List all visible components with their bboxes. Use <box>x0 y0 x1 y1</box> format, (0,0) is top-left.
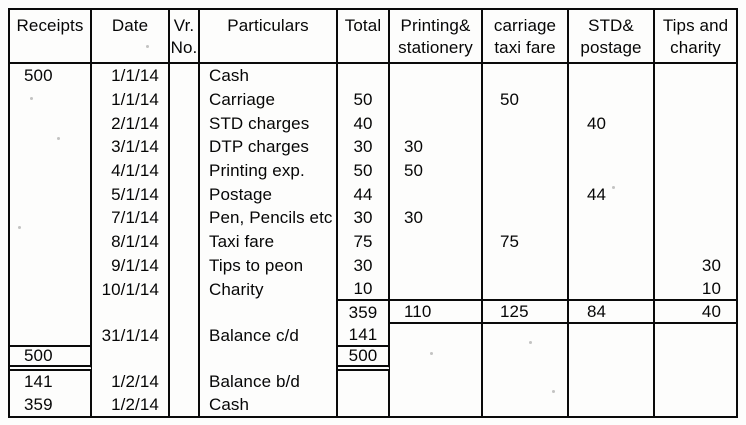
cell-total: 50 <box>338 159 390 183</box>
table-row <box>10 254 736 278</box>
cell-particulars: Balance b/d <box>200 371 338 393</box>
header-date-line1: Date <box>111 16 149 35</box>
cell-receipts <box>10 230 92 254</box>
cell-particulars: Charity <box>200 277 338 301</box>
cell-vr-no <box>170 206 200 230</box>
cell-printing-stationery <box>390 324 483 347</box>
cell-carriage-taxi-fare <box>483 393 569 416</box>
cell-vr-no <box>170 324 200 347</box>
cell-vr-no <box>170 230 200 254</box>
table-row <box>10 64 736 88</box>
cell-receipts: 500 <box>10 64 92 88</box>
cell-date <box>92 347 170 371</box>
cell-printing-stationery: 30 <box>390 135 483 159</box>
cell-vr-no <box>170 88 200 112</box>
cell-total <box>338 393 390 416</box>
header-printing-stationery-line1: Printing& <box>400 16 471 35</box>
cell-std-postage <box>569 254 655 278</box>
cell-std-postage <box>569 277 655 301</box>
cell-tips-charity <box>655 324 736 347</box>
header-receipts-line1: Receipts <box>16 16 84 35</box>
cell-vr-no <box>170 393 200 416</box>
header-tips-charity <box>655 10 736 64</box>
table-row <box>10 135 736 159</box>
header-carriage-taxi-fare-line1: carriage <box>493 16 557 35</box>
header-std-postage-line1: STD& <box>588 16 634 35</box>
cell-tips-charity <box>655 230 736 254</box>
table-row <box>10 182 736 206</box>
scan-noise-dot <box>57 137 60 140</box>
cell-printing-stationery <box>390 111 483 135</box>
cell-carriage-taxi-fare <box>483 347 569 371</box>
cell-particulars: Postage <box>200 182 338 206</box>
cell-carriage-taxi-fare: 125 <box>483 301 569 324</box>
cell-carriage-taxi-fare <box>483 206 569 230</box>
cell-receipts <box>10 159 92 183</box>
cell-date: 1/1/14 <box>92 64 170 88</box>
cell-carriage-taxi-fare: 75 <box>483 230 569 254</box>
scan-noise-dot <box>529 341 532 344</box>
header-tips-charity-line2: charity <box>670 38 721 57</box>
petty-cash-book-table <box>8 8 738 418</box>
cell-std-postage <box>569 393 655 416</box>
cell-printing-stationery: 30 <box>390 206 483 230</box>
cell-receipts <box>10 135 92 159</box>
header-particulars <box>200 10 338 64</box>
cell-date: 1/2/14 <box>92 371 170 393</box>
cell-tips-charity: 10 <box>655 277 736 301</box>
cell-date: 2/1/14 <box>92 111 170 135</box>
cell-vr-no <box>170 135 200 159</box>
cell-std-postage <box>569 230 655 254</box>
header-carriage-taxi-fare-line2: taxi fare <box>494 38 556 57</box>
cell-vr-no <box>170 301 200 324</box>
cell-std-postage <box>569 347 655 371</box>
cell-tips-charity <box>655 206 736 230</box>
cell-particulars: Tips to peon <box>200 254 338 278</box>
cell-date: 4/1/14 <box>92 159 170 183</box>
cell-std-postage <box>569 135 655 159</box>
scan-noise-dot <box>18 226 21 229</box>
cell-vr-no <box>170 254 200 278</box>
header-vr-no <box>170 10 200 64</box>
cell-vr-no <box>170 159 200 183</box>
cell-total: 50 <box>338 88 390 112</box>
cell-carriage-taxi-fare <box>483 277 569 301</box>
cell-date: 9/1/14 <box>92 254 170 278</box>
cell-std-postage: 40 <box>569 111 655 135</box>
reopening-cash-row <box>10 393 736 416</box>
cell-total: 30 <box>338 206 390 230</box>
cell-std-postage: 84 <box>569 301 655 324</box>
table-row <box>10 159 736 183</box>
cell-tips-charity <box>655 135 736 159</box>
cell-total: 75 <box>338 230 390 254</box>
cell-std-postage <box>569 64 655 88</box>
cell-printing-stationery: 110 <box>390 301 483 324</box>
cell-particulars: Printing exp. <box>200 159 338 183</box>
cell-particulars: Pen, Pencils etc <box>200 206 338 230</box>
scan-noise-dot <box>146 45 149 48</box>
cell-printing-stationery <box>390 277 483 301</box>
cell-vr-no <box>170 277 200 301</box>
cell-total: 30 <box>338 254 390 278</box>
cell-particulars: Carriage <box>200 88 338 112</box>
header-std-postage-line2: postage <box>580 38 642 57</box>
table-row <box>10 111 736 135</box>
cell-vr-no <box>170 64 200 88</box>
header-tips-charity-line1: Tips and <box>662 16 729 35</box>
cell-tips-charity <box>655 64 736 88</box>
cell-std-postage <box>569 159 655 183</box>
cell-total: 40 <box>338 111 390 135</box>
totals-row <box>10 301 736 324</box>
cell-particulars: Balance c/d <box>200 324 338 347</box>
cell-carriage-taxi-fare <box>483 182 569 206</box>
cell-receipts: 359 <box>10 393 92 416</box>
cell-tips-charity <box>655 111 736 135</box>
cell-tips-charity: 40 <box>655 301 736 324</box>
cell-total: 10 <box>338 277 390 301</box>
cell-particulars: Cash <box>200 64 338 88</box>
cell-date: 8/1/14 <box>92 230 170 254</box>
cell-tips-charity <box>655 393 736 416</box>
table-row <box>10 206 736 230</box>
balance-bd-row <box>10 371 736 393</box>
cell-total: 30 <box>338 135 390 159</box>
cell-std-postage <box>569 324 655 347</box>
cell-carriage-taxi-fare <box>483 111 569 135</box>
closing-total-row <box>10 347 736 371</box>
cell-printing-stationery: 50 <box>390 159 483 183</box>
header-printing-stationery-line2: stationery <box>398 38 473 57</box>
cell-date: 10/1/14 <box>92 277 170 301</box>
cell-printing-stationery <box>390 393 483 416</box>
header-total <box>338 10 390 64</box>
cell-std-postage: 44 <box>569 182 655 206</box>
cell-receipts <box>10 277 92 301</box>
cell-vr-no <box>170 371 200 393</box>
cell-particulars <box>200 347 338 371</box>
cell-carriage-taxi-fare <box>483 135 569 159</box>
table-row <box>10 88 736 112</box>
table-row <box>10 230 736 254</box>
scan-noise-dot <box>30 97 33 100</box>
cell-printing-stationery <box>390 371 483 393</box>
header-date <box>92 10 170 64</box>
cell-date: 5/1/14 <box>92 182 170 206</box>
cell-total <box>338 64 390 88</box>
cell-particulars <box>200 301 338 324</box>
cell-receipts <box>10 254 92 278</box>
cell-particulars: Cash <box>200 393 338 416</box>
cell-date: 1/2/14 <box>92 393 170 416</box>
cell-carriage-taxi-fare <box>483 159 569 183</box>
cell-particulars: Taxi fare <box>200 230 338 254</box>
cell-carriage-taxi-fare <box>483 64 569 88</box>
cell-receipts <box>10 324 92 347</box>
cell-date: 31/1/14 <box>92 324 170 347</box>
cell-carriage-taxi-fare <box>483 324 569 347</box>
header-total-line1: Total <box>344 16 382 35</box>
cell-printing-stationery <box>390 182 483 206</box>
cell-receipts <box>10 206 92 230</box>
cell-printing-stationery <box>390 230 483 254</box>
cell-carriage-taxi-fare <box>483 371 569 393</box>
cell-std-postage <box>569 88 655 112</box>
cell-printing-stationery <box>390 88 483 112</box>
cell-vr-no <box>170 111 200 135</box>
cell-total: 500 <box>338 347 390 371</box>
cell-tips-charity <box>655 88 736 112</box>
cell-total: 359 <box>338 301 390 324</box>
cell-date <box>92 301 170 324</box>
cell-std-postage <box>569 371 655 393</box>
cell-printing-stationery <box>390 347 483 371</box>
cell-particulars: DTP charges <box>200 135 338 159</box>
cell-date: 7/1/14 <box>92 206 170 230</box>
cell-vr-no <box>170 182 200 206</box>
header-vr-no-line2: No. <box>170 38 198 57</box>
cell-receipts <box>10 111 92 135</box>
cell-total: 44 <box>338 182 390 206</box>
cell-total: 141 <box>338 324 390 347</box>
scan-noise-dot <box>552 390 555 393</box>
cell-tips-charity: 30 <box>701 255 721 275</box>
cell-carriage-taxi-fare <box>483 254 569 278</box>
cell-receipts <box>10 182 92 206</box>
cell-tips-charity <box>655 347 736 371</box>
cell-tips-charity <box>655 159 736 183</box>
cell-receipts <box>10 88 92 112</box>
header-particulars-line1: Particulars <box>227 16 309 35</box>
header-printing-stationery <box>390 10 483 64</box>
cell-receipts: 141 <box>10 371 92 393</box>
header-vr-no-line1: Vr. <box>173 16 195 35</box>
cell-tips-charity <box>655 182 736 206</box>
cell-tips-charity <box>655 371 736 393</box>
cell-particulars: STD charges <box>200 111 338 135</box>
cell-receipts: 500 <box>10 347 92 371</box>
cell-std-postage <box>569 206 655 230</box>
scan-noise-dot <box>612 186 615 189</box>
cell-printing-stationery <box>390 64 483 88</box>
header-std-postage <box>569 10 655 64</box>
header-carriage-taxi-fare <box>483 10 569 64</box>
cell-vr-no <box>170 347 200 371</box>
header-row <box>10 10 736 64</box>
cell-date: 1/1/14 <box>92 88 170 112</box>
cell-printing-stationery <box>390 254 483 278</box>
header-receipts <box>10 10 92 64</box>
balance-cd-row <box>10 324 736 347</box>
cell-date: 3/1/14 <box>92 135 170 159</box>
cell-receipts <box>10 301 92 324</box>
scan-noise-dot <box>430 352 433 355</box>
table-row <box>10 277 736 301</box>
cell-total <box>338 371 390 393</box>
cell-carriage-taxi-fare: 50 <box>483 88 569 112</box>
